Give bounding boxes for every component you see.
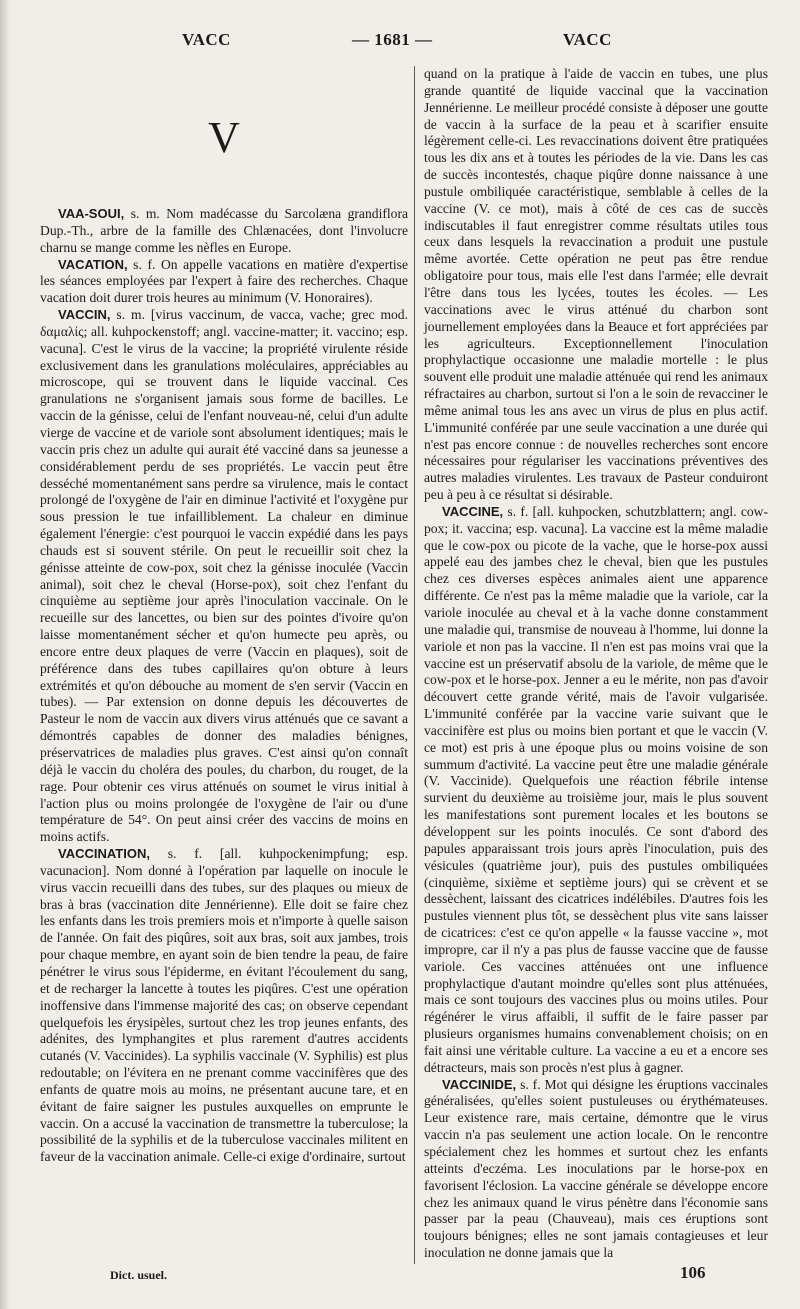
signature-mark: Dict. usuel.	[110, 1268, 167, 1282]
running-head	[0, 30, 800, 54]
headword: VACCINIDE,	[442, 1076, 517, 1092]
entry-text: s. m. [virus vaccinum, de vacca, vache; grec mod. δαμαλίς; all. kuhpockenstoff; angl. vaccine-matter; it. vaccino; esp. vacuna]. C'est le virus de la vaccine; la propriété virulente réside exclusivement dans les granulations moléculaires, appréciables au microscope, qui se trouvent dans le liquide vaccinal. Ces granulations ne s'organisent jamais sous forme de bacilles. Le vaccin de la génisse, celui de l'enfant nouveau-né, celui d'un adulte vierge de vaccine et de variole sont absolument identiques; mais le vaccin pris chez un adulte qui aurait été vacciné dans sa jeunesse a considérablement perdu de ses propriétés. Le vaccin peut être desséché momentanément sans perdre sa virulence, mais le contact prolongé de l'oxygène de l'air en diminue l'activité et l'oxygène pur sous pression le tue infailliblement. La chaleur en diminue également l'énergie: c'est pourquoi le vaccin expédié dans les pays chauds est si souvent stérile. On peut le recueillir soit chez la génisse atteinte de cow-pox, soit chez la génisse inoculée (Vaccin animal), soit chez le cheval (Horse-pox), soit chez l'enfant du cinquième au septième jour après l'inoculation vaccinale. On le recueille sur des lancettes, ou bien sur des pointes d'ivoire qu'on laisse momentanément sécher et qu'on humecte peu après, ou encore entre deux plaques de verre (Vaccin en plaques), soit de préférence dans des tubes capillaires qu'on obture à leurs extrémités et qu'on débouche au moment de s'en servir (Vaccin en tubes). — Par extension on donne depuis les découvertes de Pasteur le nom de vaccin aux divers virus atténués que ce savant a démontrés capables de donner des maladies bénignes, préservatrices de maladies plus graves. C'est ainsi qu'on connaît déjà le vaccin du choléra des poules, du charbon, du rouget, de la rage. Pour obtenir ces virus atténués on soumet le virus initial à l'action plus ou moins prolongée de l'oxygène de l'air ou d'une température de 54°. On peut ainsi créer des vaccins de moins en moins actifs.	[40, 307, 409, 845]
page-number: — 1681 —	[352, 30, 433, 49]
entry-text: s. f. [all. kuhpocken, schutzblattern; angl. cow-pox; it. vaccina; esp. vacuna]. La vaccine est la même maladie que le cow-pox ou picote de la vache, que le horse-pox aussi appelé eau des jambes chez le cheval, bien que les pustules chez ces diverses espèces animales aient une apparence différente. Ce n'est pas la même maladie que la variole, car la variole inoculée au cheval et à la vache donne constamment une maladie qui, transmise de nouveau à l'homme, lui donne la variole et non pas la vaccine. Il n'en est pas moins vrai que la vaccine est un préservatif absolu de la variole, de même que le cow-pox et le horse-pox. Jenner a eu le mérite, non pas d'avoir découvert cette grande vérité, mais de l'avoir vulgarisée. L'immunité conférée par la vaccine varie suivant que le vaccinifère est plus ou moins bien portant et que le vaccin (V. ce mot) est pris à une époque plus ou moins voisine de son summum d'activité. La vaccine peut être une maladie générale (V. Vaccinide). Quelquefois une réaction fébrile intense survient du deuxième au troisième jour, mais le plus souvent les manifestations sont purement locales et les boutons se développent sur les points inoculés. Ce sont d'abord des papules apparaissant trois jours après l'inoculation, puis des vésicules (quatrième jour), puis des pustules ombiliquées (cinquième, sixième et septième jours) qui se crèvent et se dessèchent, laissant des cicatrices indélébiles. D'autres fois les pustules viennent plus tôt, se dessèchent plus vite sans laisser de cicatrices: c'est ce qu'on appelle « la fausse vaccine », mot impropre, car il n'y a pas plus de fausse vaccine que de fausse variole. Ces vaccines atténuées ont une influence prophylactique d'autant moindre qu'elles sont plus atténuées, mais ce sont toujours des vaccines plus ou moins utiles. Pour régénérer le virus affaibli, il suffit de le faire passer par plusieurs organismes humains convenablement choisis; on en fait ainsi une véritable culture. La vaccine a eu et a encore ses détracteurs, mais son procès n'est plus à gagner.	[424, 503, 769, 1075]
headword: VACATION,	[58, 256, 128, 272]
entry-vaccinide	[424, 1077, 768, 1262]
header-right-keyword: VACC	[563, 30, 612, 49]
headword: VAA-SOUI,	[58, 206, 125, 221]
entry-vacation	[40, 257, 408, 308]
header-left-keyword: VACC	[182, 30, 231, 49]
headword: VACCINATION,	[58, 846, 150, 862]
entry-text: s. f. Mot qui désigne les éruptions vaccinales généralisées, qu'elles soient pustuleuses ou érythémateuses. Leur existence rare, mais certaine, démontre que le virus vaccin n'a pas seulement une action locale. On le rencontre spécialement chez les hommes et surtout chez les enfants atteints d'eczéma. Les inoculations par le horse-pox en favorisent l'éclosion. La vaccine générale se développe encore chez les animaux quand le virus pénètre dans l'économie sans passer par la peau (Chauveau), mais ces éruptions sont toujours bénignes; elles ne sont jamais contagieuses et leur inoculation ne donne jamais que la	[424, 1076, 768, 1261]
headword: VACCIN,	[58, 307, 111, 323]
page-binding-shadow	[0, 0, 10, 1309]
entry-text: s. f. On appelle vacations en matière d'expertise les séances employées par l'expert à faire des recherches. Chaque vacation doit durer trois heures au minimum (V. Honoraires).	[40, 256, 408, 306]
column-rule	[414, 66, 415, 1264]
right-column	[424, 66, 768, 1262]
left-column	[40, 66, 408, 1166]
entry-vaa-soui	[40, 206, 408, 257]
entry-text: s. m. Nom madécasse du Sarcolæna grandiflora Dup.-Th., arbre de la famille des Chlænacées, dont l'involucre charnu se mange comme les nèfles en Europe.	[40, 206, 409, 255]
entry-vaccination	[40, 846, 408, 1166]
headword: VACCINE,	[442, 503, 504, 519]
section-letter: V	[208, 113, 240, 162]
entry-continuation: quand on la pratique à l'aide de vaccin en tubes, une plus grande quantité de liquide vaccinal que la vaccination Jennérienne. Le meilleur procédé consiste à déposer une goutte de vaccin à la surface de la peau et à scarifier ensuite légèrement celle-ci. Les revaccinations doivent être pratiquées tous les dix ans et à toutes les périodes de la vie. Dans les cas de succès incontestés, chaque piqûre donne naissance à une pustule ombiliquée caractéristique, semblable à celles de la vaccine (V. ce mot), mais à côté de ces cas de succès indiscutables il faut enregistrer comme résultats utiles tous ceux dans lesquels la revaccination a produit une pustule même avortée. Cette opération ne peut pas être rendue obligatoire pour tous, mais elle l'est dans l'armée; elle devrait l'être dans tous les lycées, toutes les écoles. — Les vaccinations avec le virus atténué du charbon sont journellement employées dans la Beauce et fort appréciées par les agriculteurs. Exceptionnellement l'inoculation prophylactique occasionne une maladie mortelle : le plus souvent elle produit une maladie atténuée qui rend les animaux réfractaires au charbon, surtout si l'on a le soin de revacciner le même animal tous les ans avec un virus de plus en plus actif. L'immunité conférée par une seule vaccination a une durée qui n'est pas encore connue : de nouvelles recherches sont encore nécessaires pour régulariser les vaccinations préventives des autres maladies virulentes. Les travaux de Pasteur conduiront peu à peu à ce résultat si désirable.	[424, 66, 768, 503]
sheet-number: 106	[680, 1263, 706, 1282]
entry-vaccine	[424, 504, 768, 1077]
entry-text: s. f. [all. kuhpockenimpfung; esp. vacunacion]. Nom donné à l'opération par laquelle on inocule le virus vaccin recueilli dans des tubes, sur des plaques ou mieux de bras à bras (vaccination dite Jennérienne). Elle doit se faire chez les enfants dans les trois premiers mois et n'importe à quelle saison de l'année. On fait des piqûres, soit aux bras, soit aux jambes, trois pour chaque membre, en ayant soin de bien tendre la peau, de faire pénétrer le virus sous l'épiderme, en évitant l'écoulement du sang, et de recharger la lancette à toutes les piqûres. C'est une opération inoffensive dans l'immense majorité des cas; on observe cependant quelquefois les érysipèles, surtout chez les trop jeunes enfants, des adénites, des lymphangites et plus rarement d'autres accidents cutanés (V. Vaccinides). La syphilis vaccinale (V. Syphilis) est plus redoutable; on l'évitera en ne prenant comme vaccinifères que des enfants de quatre mois au moins, ne présentant aucune tare, et en évitant de faire saigner les pustules auxquelles on emprunte le vaccin. On a accusé la vaccination de transmettre la tuberculose; la possibilité de la syphilis et de la tuberculose vaccinales militent en faveur de la vaccination animale. Celle-ci exige d'ordinaire, surtout	[40, 846, 408, 1165]
entry-vaccin	[40, 307, 408, 846]
